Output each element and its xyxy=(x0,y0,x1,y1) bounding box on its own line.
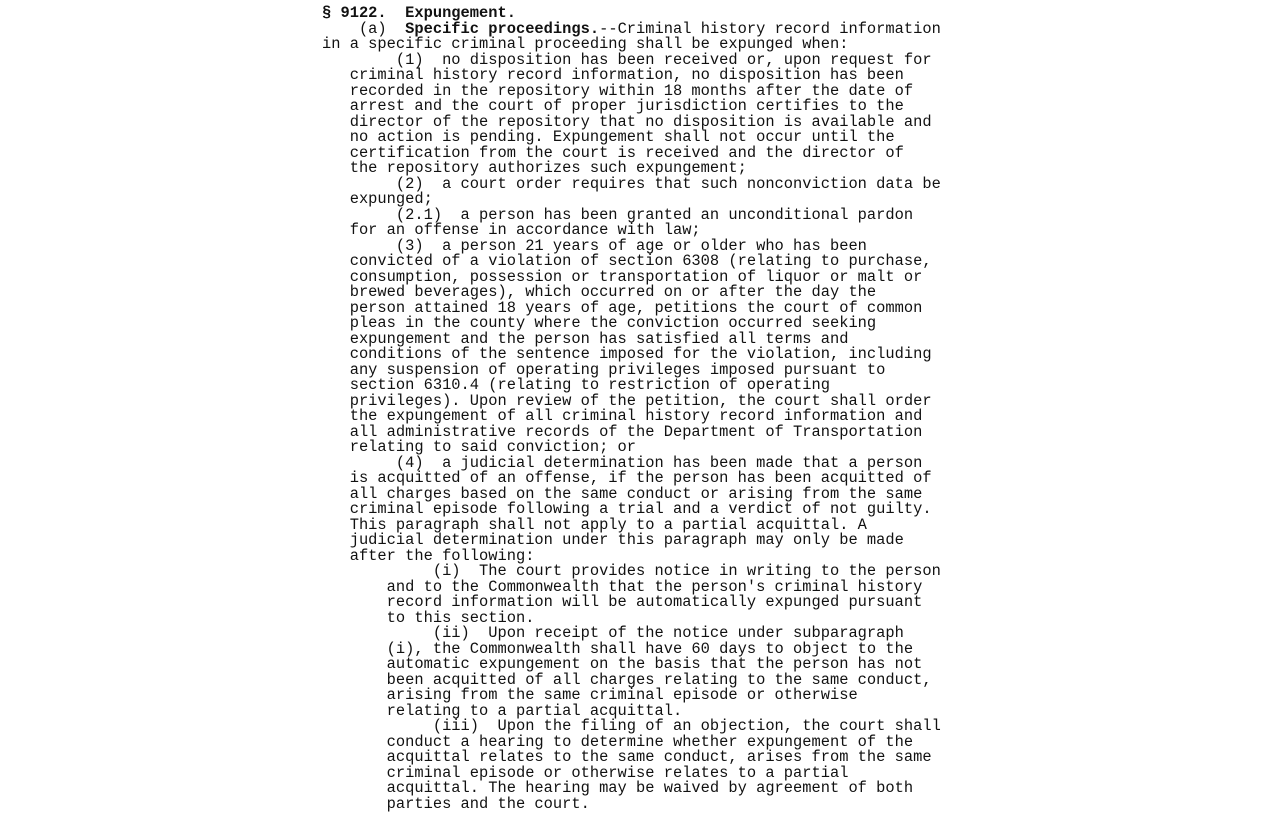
line-text: been acquitted of all charges relating to the same conduct, xyxy=(322,670,932,689)
line-text: any suspension of operating privileges imposed pursuant to xyxy=(322,360,886,379)
line-text: criminal history record information, no disposition has been xyxy=(322,66,904,84)
line-text: parties and the court. xyxy=(322,794,590,813)
line-text: (iii) Upon the filing of an objection, the court shall xyxy=(322,717,941,735)
line-text: conduct a hearing to determine whether expungement of the xyxy=(322,732,914,751)
line-text: (2.1) a person has been granted an unconditional pardon xyxy=(322,205,914,224)
line-text: section 6310.4 (relating to restriction of operating xyxy=(322,376,830,394)
line-text: criminal episode following a trial and a verdict of not guilty. xyxy=(322,500,932,518)
line-text: all charges based on the same conduct or arising from the same xyxy=(322,484,923,503)
line-text: relating to a partial acquittal. xyxy=(322,701,683,720)
line-text: (i) The court provides notice in writing to the person xyxy=(322,562,941,580)
line-text: (ii) Upon receipt of the notice under subparagraph xyxy=(322,624,904,642)
line-text: is acquitted of an offense, if the person has been acquitted of xyxy=(322,469,932,487)
line-text: automatic expungement on the basis that the person has not xyxy=(322,655,923,673)
bold-heading-text: Specific proceedings. xyxy=(405,19,600,38)
line-text: record information will be automatically expunged pursuant xyxy=(322,593,923,611)
line-text: for an offense in accordance with law; xyxy=(322,221,701,239)
document-line xyxy=(322,794,962,813)
line-text: (i), the Commonwealth shall have 60 days to object to the xyxy=(322,639,914,658)
line-text: to this section. xyxy=(322,608,535,627)
line-text: recorded in the repository within 18 months after the date of xyxy=(322,81,914,100)
line-text: arising from the same criminal episode or otherwise xyxy=(322,686,858,704)
line-text: all administrative records of the Department of Transportation xyxy=(322,422,923,441)
line-text: acquittal relates to the same conduct, arises from the same xyxy=(322,748,932,766)
line-text: (4) a judicial determination has been made that a person xyxy=(322,453,923,472)
line-text: judicial determination under this paragraph may only be made xyxy=(322,531,904,549)
line-text: the repository authorizes such expungement; xyxy=(322,159,747,177)
line-text: convicted of a violation of section 6308 (relating to purchase, xyxy=(322,252,932,270)
line-text: brewed beverages), which occurred on or after the day the xyxy=(322,283,877,301)
line-text: This paragraph shall not apply to a partial acquittal. A xyxy=(322,515,867,534)
line-text: arrest and the court of proper jurisdiction certifies to the xyxy=(322,97,904,115)
statute-document xyxy=(322,6,962,812)
line-text: consumption, possession or transportation of liquor or malt or xyxy=(322,267,923,286)
line-text: the expungement of all criminal history record information and xyxy=(322,407,923,425)
line-text: expunged; xyxy=(322,190,433,208)
line-text: (1) no disposition has been received or, upon request for xyxy=(322,50,932,69)
line-text: --Criminal history record information xyxy=(599,19,941,38)
line-text: pleas in the county where the conviction occurred seeking xyxy=(322,314,877,332)
line-text: no action is pending. Expungement shall not occur until the xyxy=(322,128,895,146)
line-text: relating to said conviction; or xyxy=(322,438,637,456)
line-text: criminal episode or otherwise relates to a partial xyxy=(322,763,849,782)
line-text: privileges). Upon review of the petition, the court shall order xyxy=(322,391,932,410)
line-text: (3) a person 21 years of age or older who has been xyxy=(322,236,867,255)
line-text: acquittal. The hearing may be waived by agreement of both xyxy=(322,779,914,797)
line-text: after the following: xyxy=(322,546,535,565)
line-text: director of the repository that no disposition is available and xyxy=(322,112,932,131)
line-text: expungement and the person has satisfied all terms and xyxy=(322,329,849,348)
line-text: certification from the court is received and the director of xyxy=(322,143,904,162)
line-text: conditions of the sentence imposed for the violation, including xyxy=(322,345,932,363)
bold-heading-text: § 9122. Expungement. xyxy=(322,4,516,22)
line-text: person attained 18 years of age, petitions the court of common xyxy=(322,298,923,317)
line-text: (a) xyxy=(322,19,406,38)
line-text: in a specific criminal proceeding shall be expunged when: xyxy=(322,35,849,53)
line-text: (2) a court order requires that such nonconviction data be xyxy=(322,174,941,193)
line-text: and to the Commonwealth that the person's criminal history xyxy=(322,577,923,596)
